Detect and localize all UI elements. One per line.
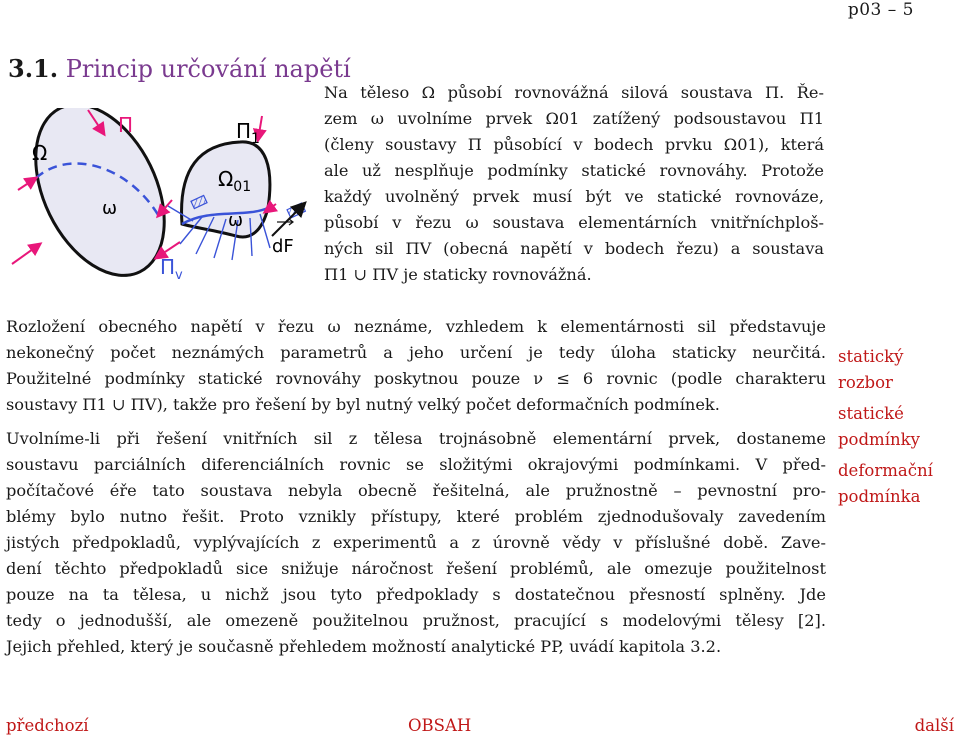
page-navigation [0,716,960,742]
text-line: ale už nesplňuje podmínky statické rovnováhy. Protože [324,161,824,180]
text-line: blémy bylo nutno řešit. Proto vznikly přístupy, které problém zjednodušovaly zavedením [6,507,826,526]
label-pi-v: $\Pi_v$ [160,255,183,283]
text-line: působí v řezu ω soustava elementárních vnitřníchploš- [324,213,824,232]
label-df: dF [272,236,294,257]
paragraph-static-analysis [6,314,826,418]
section-heading [8,54,351,83]
text-line: Na těleso Ω působí rovnovážná silová soustava Π. Ře- [324,83,824,102]
label-omega-01: $\Omega_{01}$ [218,167,252,195]
text-line: Rozložení obecného napětí v řezu ω neznáme, vzhledem k elementárnosti sil představuje [6,317,826,336]
text-line: ných sil ΠV (obecná napětí v bodech řezu) a soustava [324,239,824,258]
label-omega-cut-right: ω [228,210,244,231]
text-line: dení těchto předpokladů sice snižuje náročnost řešení problémů, ale omezuje použitelnost [6,559,826,578]
margin-notes [838,344,948,515]
text-line: každý uvolněný prvek musí být ve statické rovnováze, [324,187,824,206]
intro-paragraph [324,80,824,288]
text-line: soustavu parciálních diferenciálních rovnic se složitými okrajovými podmínkami. V před- [6,455,826,474]
text-line: zem ω uvolníme prvek Ω01 zatížený podsoustavou Π1 [324,109,824,128]
prev-link[interactable]: předchozí [6,716,89,735]
text-line: soustavy Π1 ∪ ΠV), takže pro řešení by byl nutný velký počet deformačních podmínek. [6,395,720,414]
free-body-figure [0,108,325,308]
paragraph-history [6,426,826,660]
label-pi-1: $\Pi_1$ [236,119,260,147]
page-number: p03 – 5 [847,0,914,20]
label-omega-cut-left: ω [102,198,118,219]
text-line: pouze na ta tělesa, u nichž jsou tyto předpoklady s dostatečnou přesností splněny. Jde [6,585,826,604]
section-number: 3.1. [8,54,59,83]
next-link[interactable]: další [914,716,954,735]
toc-link[interactable]: OBSAH [408,716,472,735]
text-line: tedy o jednodušší, ale omezeně použitelnou pružnost, pracující s modelovými tělesy [2]. [6,611,826,630]
text-line: Uvolníme-li při řešení vnitřních sil z tělesa trojnásobně elementární prvek, dostaneme [6,429,826,448]
margin-note-static-analysis[interactable]: statický rozbor [838,347,904,392]
text-line: Π1 ∪ ΠV je staticky rovnovážná. [324,265,592,284]
text-line: nekonečný počet neznámých parametrů a jeho určení je tedy úloha staticky neurčitá. [6,343,826,362]
label-omega-body: Ω [32,141,48,165]
margin-note-deformation-condition[interactable]: deformační podmínka [838,461,933,506]
text-line: jistých předpokladů, vyplývajících z experimentů a z úrovně vědy v příslušné době. Zave- [6,533,826,552]
label-pi-system: Π [118,113,134,137]
margin-note-static-conditions[interactable]: statické podmínky [838,404,920,449]
section-title: Princip určování napětí [65,55,351,83]
text-line: (členy soustavy Π působící v bodech prvku Ω01), která [324,135,824,154]
text-line: Použitelné podmínky statické rovnováhy poskytnou pouze ν ≤ 6 rovnic (podle charakteru [6,369,826,388]
text-line: Jejich přehled, který je současně přehledem možností analytické PP, uvádí kapitola 3.2. [6,637,722,656]
text-line: počítačové éře tato soustava nebyla obecně řešitelná, ale pružnostně – pevnostní pro- [6,481,826,500]
